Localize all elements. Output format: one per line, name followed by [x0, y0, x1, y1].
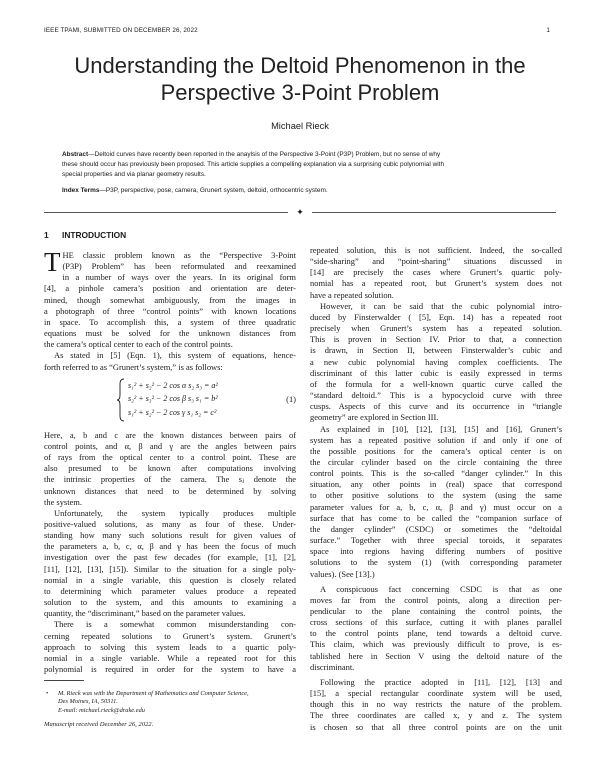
footnote-bullet: • — [46, 690, 49, 697]
text-line: of the formula for a well-known quartic curve called the — [310, 378, 562, 389]
text-line: positive-valued solutions, as many as four of these. Under- — [44, 518, 296, 529]
title-line: Understanding the Deltoid Phenomenon in the — [74, 53, 526, 78]
abstract-label: Abstract — [62, 151, 89, 158]
text-line: nomial in a single variable. While a repeated root for this — [44, 652, 296, 663]
text-line: [11], [12], [13], [15]). Similar to the situation for a single poly- — [44, 563, 296, 574]
text-line: values). (See [13].) — [310, 568, 375, 579]
text-line: unknown distances that need to be determined by solving — [44, 485, 296, 496]
equation-lines — [128, 379, 218, 420]
text-line: the circular cylinder based on the circle containing the three — [310, 456, 562, 467]
text-line: to the control points plane, tend towards a deltoid curve. — [310, 628, 562, 639]
equation-1 — [44, 378, 296, 424]
text-line: Unfortunately, the system typically produces multiple — [54, 507, 296, 518]
text-line: [15], a special rectangular coordinate system will be used, — [310, 688, 562, 699]
separator-diamond-icon: ✦ — [296, 207, 304, 217]
drop-cap: T — [44, 247, 61, 277]
text-line: the danger cylinder” (CSDC) or sometimes the “deltoidal — [310, 523, 562, 534]
section-title: INTRODUCTION — [62, 230, 127, 240]
text-line: As stated in [5] (Eqn. 1), this system of equations, hence- — [54, 350, 296, 361]
abstract-line — [62, 150, 540, 160]
paragraph-solutions — [44, 508, 296, 620]
text-line: solution to the system, and this amounts to examining a — [44, 597, 296, 608]
separator-line-right — [312, 212, 556, 213]
text-line: This claim, which was previously difficult to prove, is es- — [310, 639, 562, 650]
text-line: a photograph of three “control points” with known locations — [44, 305, 296, 316]
text-line: cross sections of this surface, cutting it with planes parallel — [310, 617, 562, 628]
text-line: nomial in a single variable, this question is closely related — [44, 574, 296, 585]
paragraph-intro — [44, 247, 296, 350]
abstract-line: these should occur has previously been proposed. This article supplies a compelling explanation via a surprising cubic polynomial with — [62, 161, 445, 169]
equation-number: (1) — [286, 393, 296, 404]
separator-line-left — [44, 212, 288, 213]
text-line: The three coordinates are called x, y and z. The system — [310, 710, 562, 721]
text-line: parameter values for a, b, c, α, β and γ) must occur on a — [310, 501, 562, 512]
text-line: surface that has come to be called the “companion surface of — [310, 512, 562, 523]
text-line: standing how many such solutions result for given values of — [44, 530, 296, 541]
left-column — [44, 230, 296, 675]
text-line: moves far from the control points, along a direction per- — [310, 594, 562, 605]
text-line: Here, a, b and c are the known distances between pairs of — [44, 429, 296, 440]
text-line: This is proven in Section IV. Prior to that, a connection — [310, 334, 562, 345]
text-line: (P3P) Problem” has been reformulated and reexamined — [62, 261, 296, 272]
running-header-journal: IEEE TPAMI, SUBMITTED ON DECEMBER 26, 2022 — [44, 27, 198, 34]
footnote-line: M. Rieck was with the Department of Mathematics and Computer Science, — [58, 690, 249, 697]
text-line: duced by Finsterwalder ( [5], Eqn. 14) has a repeated root — [310, 311, 562, 322]
text-line: quantity, the “discriminant,” based on the parameter values. — [44, 608, 246, 619]
text-line: discriminant of this latter cubic is easily expressed in terms — [310, 367, 562, 378]
text-line: the possible positions for the camera’s optical center is on — [310, 445, 562, 456]
index-terms-label: Index Terms — [62, 187, 100, 194]
text-line: to determining which parameter values produce a repeated — [44, 585, 296, 596]
paragraph-danger-cylinder — [310, 424, 562, 580]
abstract — [62, 150, 540, 181]
abstract-line: special properties and via planar geometry results. — [62, 171, 206, 179]
text-line: investigation over the past few decades (for example, [1], [2], — [44, 552, 296, 563]
text-line: polynomial is required in order for the system to have a — [44, 664, 296, 674]
paragraph-grunert — [44, 350, 296, 372]
manuscript-received: Manuscript received December 26, 2022. — [44, 721, 154, 728]
text-line: nomial has a repeated root, but Grunert’s system does not — [310, 278, 562, 289]
running-header — [44, 27, 550, 37]
text-line: [14] are precisely the cases where Grunert’s quartic poly- — [310, 267, 562, 278]
text-line: the parameters a, b, c, α, β and γ has been the focus of much — [44, 541, 296, 552]
author-name: Michael Rieck — [271, 121, 329, 131]
left-brace-icon — [116, 378, 126, 422]
text-line: is drawn, in Section II, between Finsterwalder’s cubic and — [310, 345, 562, 356]
footnote-line: Des Moines, IA, 50311. — [58, 698, 118, 706]
text-line: the intrinsic properties of the camera. The sⱼ denote the — [44, 474, 296, 485]
paragraph-finsterwalder — [310, 301, 562, 424]
paragraph-misunderstanding — [44, 619, 296, 675]
paragraph-repeated — [310, 245, 562, 301]
text-line: forth referred to as “Grunert’s system,” is as follows: — [44, 361, 223, 372]
text-line: in a number of ways over the years. In its original form — [62, 272, 296, 283]
text-line: “side-sharing” and “point-sharing” situations discussed in — [310, 256, 562, 267]
footnote-email: E-mail: michael.rieck@drake.edu — [58, 706, 145, 714]
author-footnote — [44, 690, 296, 715]
text-line: control points. This is the so-called “danger cylinder.” In this — [310, 468, 562, 479]
title-line: Perspective 3-Point Problem — [160, 80, 440, 105]
text-line: tablished here in Section V using the deltoid nature of the — [310, 650, 562, 661]
text-line: system has a repeated positive solution if and only if one of — [310, 434, 562, 445]
text-line: HE classic problem known as the “Perspective 3-Point — [62, 250, 296, 260]
section-separator — [44, 208, 556, 218]
equation-line: s₁² + s₂² − 2 cos α s₂ s₃ = a² — [128, 380, 218, 390]
text-line: equations must be solved for the unknown distances from — [44, 328, 296, 339]
text-line: However, it can be said that the cubic polynomial intro- — [320, 300, 562, 311]
text-line: A conspicuous fact concerning CSDC is that as one — [320, 583, 562, 594]
text-line: the camera’s optical center to each of the control points. — [44, 339, 233, 350]
text-line: precisely when Grunert’s system has a repeated solution. — [310, 323, 562, 334]
text-line: solutions to the system (1) (with corresponding parameter — [310, 557, 562, 568]
text-line: situation, any other points in (real) space that correspond — [310, 479, 562, 490]
text-line: [4], a pinhole camera’s position and orientation are deter- — [44, 283, 296, 294]
equation-line: s₂² + s₃² − 2 cos β s₃ s₁ = b² — [128, 394, 218, 404]
section-heading — [44, 230, 296, 242]
text-line: discriminant. — [310, 661, 355, 672]
footnote-rule — [44, 680, 84, 681]
text-line: the system. — [44, 496, 82, 507]
text-line: to other positive solutions to the system (using the same — [310, 490, 562, 501]
section-number: 1 — [44, 230, 49, 240]
index-terms-text: —P3P, perspective, pose, camera, Grunert system, deltoid, orthocentric system. — [99, 187, 328, 194]
text-line: mined, though somewhat ambiguously, from the images in — [44, 294, 296, 305]
text-line: a new cubic polynomial having complex coefficients. The — [310, 356, 562, 367]
text-line: in space. To accomplish this, a system of three quadratic — [44, 316, 296, 327]
text-line: As explained in [10], [12], [13], [15] and [16], Grunert’s — [320, 423, 562, 434]
text-line: have a repeated solution. — [310, 289, 394, 300]
text-line: repeated solution, this is not sufficient. Indeed, the so-called — [310, 245, 562, 255]
text-line: Following the practice adopted in [11], [12], [13] and — [320, 676, 562, 687]
text-line: cerning repeated solutions to Grunert’s system. Grunert’s — [44, 630, 296, 641]
paragraph-coordinates — [310, 677, 562, 733]
paragraph-csdc — [310, 584, 562, 673]
text-line: approach to solving this system leads to a quartic poly- — [44, 641, 296, 652]
text-line: also presumed to be known after computations involving — [44, 463, 296, 474]
text-line: space into regions having differing numbers of positive — [310, 546, 562, 557]
text-line: control points, and α, β and γ are the angles between pairs — [44, 440, 296, 451]
abstract-text: —Deltoid curves have recently been reported in the anaylsis of the Perspective 3-Point (P3P) Problem, but no sense of why — [88, 151, 441, 158]
equation-line: s₁² + s₂² − 2 cos γ s₁ s₂ = c² — [128, 407, 217, 417]
text-line: pendicular to the plane containing the control points, the — [310, 606, 562, 616]
text-line: There is a somewhat common misunderstanding con- — [54, 619, 296, 630]
right-column — [310, 245, 562, 733]
text-line: is chosen so that all three control points are on the unit — [310, 721, 562, 732]
text-line: of rays from the optical center to a control point. These are — [44, 452, 296, 463]
paragraph-parameters — [44, 430, 296, 508]
text-line: cusps. Aspects of this curve and its occurrence in “triangle — [310, 401, 562, 412]
text-line: geometry” are explored in Section III. — [310, 412, 439, 423]
paper-title — [30, 52, 570, 106]
text-line: “standard deltoid.” This is a hypocycloid curve with three — [310, 390, 562, 401]
page-number: 1 — [546, 27, 550, 34]
index-terms — [62, 187, 540, 194]
text-line: though this in no way restricts the nature of the problem. — [310, 699, 562, 710]
text-line: surface.” Together with three special toroids, it separates — [310, 535, 562, 546]
